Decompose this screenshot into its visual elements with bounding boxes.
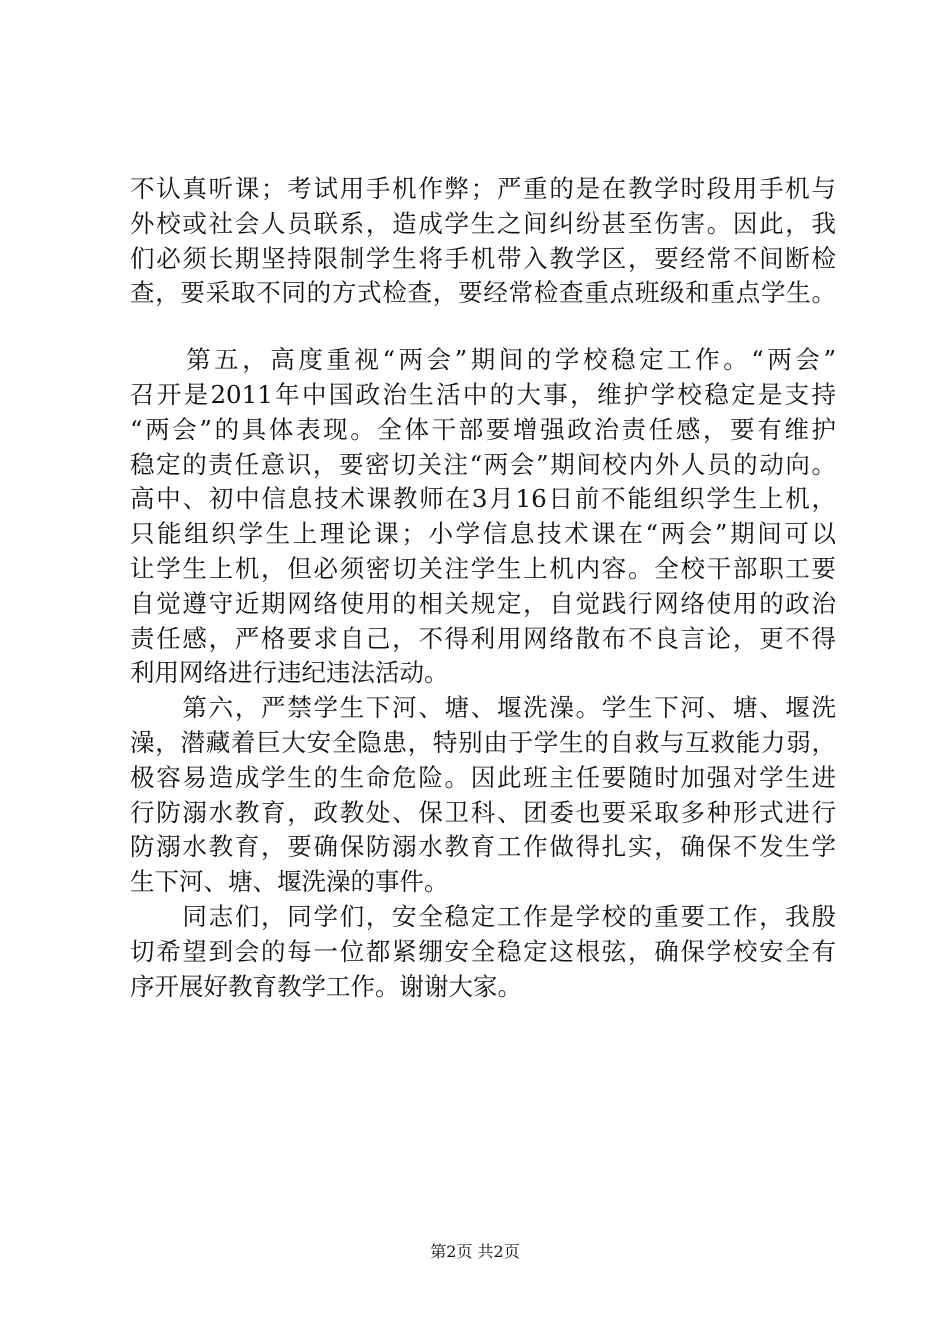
document-body bbox=[130, 172, 836, 1004]
text-line: 切希望到会的每一位都紧绷安全稳定这根弦，确保学校安全有 bbox=[130, 936, 836, 966]
page-footer bbox=[0, 1242, 950, 1262]
paragraph-fifth-two-sessions bbox=[130, 343, 836, 691]
paragraph-gap bbox=[130, 311, 836, 343]
text-line: 利用网络进行违纪违法活动。 bbox=[130, 658, 449, 688]
text-line: 外校或社会人员联系，造成学生之间纠纷甚至伤害。因此，我 bbox=[130, 208, 836, 238]
text-line: 不认真听课；考试用手机作弊；严重的是在教学时段用手机与 bbox=[130, 174, 836, 203]
text-line: 第五，高度重视“两会”期间的学校稳定工作。“两会” bbox=[130, 345, 836, 375]
text-line: 们必须长期坚持限制学生将手机带入教学区，要经常不间断检 bbox=[130, 243, 836, 273]
text-line: 极容易造成学生的生命危险。因此班主任要随时加强对学生进 bbox=[130, 762, 836, 792]
text-line: 责任感，严格要求自己，不得利用网络散布不良言论，更不得 bbox=[130, 623, 836, 653]
text-line: 同志们，同学们，安全稳定工作是学校的重要工作，我殷 bbox=[130, 901, 836, 931]
text-line: 查，要采取不同的方式检查，要经常检查重点班级和重点学生。 bbox=[130, 278, 836, 308]
text-line: 澡，潜藏着巨大安全隐患，特别由于学生的自救与互救能力弱， bbox=[130, 727, 836, 757]
text-line: “两会”的具体表现。全体干部要增强政治责任感，要有维护 bbox=[130, 414, 836, 444]
text-line: 只能组织学生上理论课；小学信息技术课在“两会”期间可以 bbox=[130, 519, 836, 549]
text-line: 行防溺水教育，政教处、保卫科、团委也要采取多种形式进行 bbox=[130, 797, 836, 827]
text-line: 防溺水教育，要确保防溺水教育工作做得扎实，确保不发生学 bbox=[130, 832, 836, 862]
text-line: 第六，严禁学生下河、塘、堰洗澡。学生下河、塘、堰洗 bbox=[130, 693, 836, 723]
text-line: 召开是2011年中国政治生活中的大事，维护学校稳定是支持 bbox=[130, 379, 836, 409]
text-line: 让学生上机，但必须密切关注学生上机内容。全校干部职工要 bbox=[130, 553, 836, 583]
text-line: 生下河、塘、堰洗澡的事件。 bbox=[130, 867, 449, 897]
text-line: 高中、初中信息技术课教师在3月16日前不能组织学生上机， bbox=[130, 484, 836, 514]
text-line: 自觉遵守近期网络使用的相关规定，自觉践行网络使用的政治 bbox=[130, 588, 836, 618]
text-line: 稳定的责任意识，要密切关注“两会”期间校内外人员的动向。 bbox=[130, 449, 836, 479]
paragraph-closing-remarks bbox=[130, 900, 836, 1004]
text-line: 序开展好教育教学工作。谢谢大家。 bbox=[130, 971, 522, 1001]
paragraph-phone-continuation bbox=[130, 172, 836, 311]
paragraph-sixth-swimming-ban bbox=[130, 691, 836, 900]
page-number: 第2页 共2页 bbox=[430, 1242, 520, 1261]
